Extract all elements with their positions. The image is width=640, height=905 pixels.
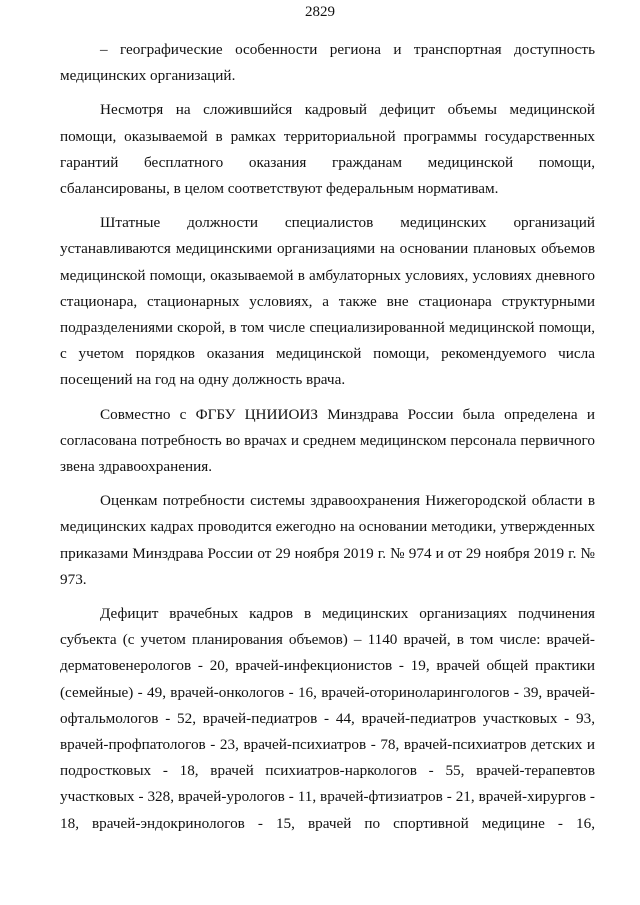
paragraph-assessment: Оценкам потребности системы здравоохранения Нижегородской области в медицинских кадрах проводится ежегодно на основании методики, утвержденных приказами Минздрава России от 29 ноября 2019 г. № 974 и от 29 ноября 2019 г. № 973.	[60, 492, 595, 588]
document-body	[60, 37, 595, 837]
page-number: 2829	[305, 4, 335, 20]
paragraph-care-volume: Несмотря на сложившийся кадровый дефицит объемы медицинской помощи, оказываемой в рамках территориальной программы государственных гарантий бесплатного оказания гражданам медицинской помощи, сбалансированы, в целом соответствуют федеральным нормативам.	[60, 101, 595, 198]
paragraph-doctor-deficit: Дефицит врачебных кадров в медицинских организациях подчинения субъекта (с учетом планирования объемов) – 1140 врачей, в том числе: врачей-дерматовенерологов - 20, врачей-инфекционистов - 19, врачей общей практики (семейные) - 49, врачей-онкологов - 16, врачей-оториноларингологов - 39, врачей-офтальмологов - 52, врачей-педиатров - 44, врачей-педиатров участковых - 93, врачей-профпатологов - 23, врачей-психиатров - 78, врачей-психиатров детских и подростковых - 18, врачей психиатров-наркологов - 55, врачей-терапевтов участковых - 328, врачей-урологов - 11, врачей-фтизиатров - 21, врачей-хирургов - 18, врачей-эндокринологов - 15, врачей по спортивной медицине - 16,	[60, 605, 595, 832]
paragraph-geography: – географические особенности региона и транспортная доступность медицинских организаций.	[60, 41, 595, 85]
paragraph-staff-positions: Штатные должности специалистов медицинских организаций устанавливаются медицинскими организациями на основании плановых объемов медицинской помощи, оказываемой в амбулаторных условиях, условиях дневного стационара, стационарных условиях, а также вне стационара структурными подразделениями скорой, в том числе специализированной медицинской помощи, с учетом порядков оказания медицинской помощи, рекомендуемого числа посещений на год на одну должность врача.	[60, 214, 595, 389]
paragraph-staffing-need: Совместно с ФГБУ ЦНИИОИЗ Минздрава России была определена и согласована потребность во врачах и среднем медицинском персонала первичного звена здравоохранения.	[60, 405, 595, 476]
